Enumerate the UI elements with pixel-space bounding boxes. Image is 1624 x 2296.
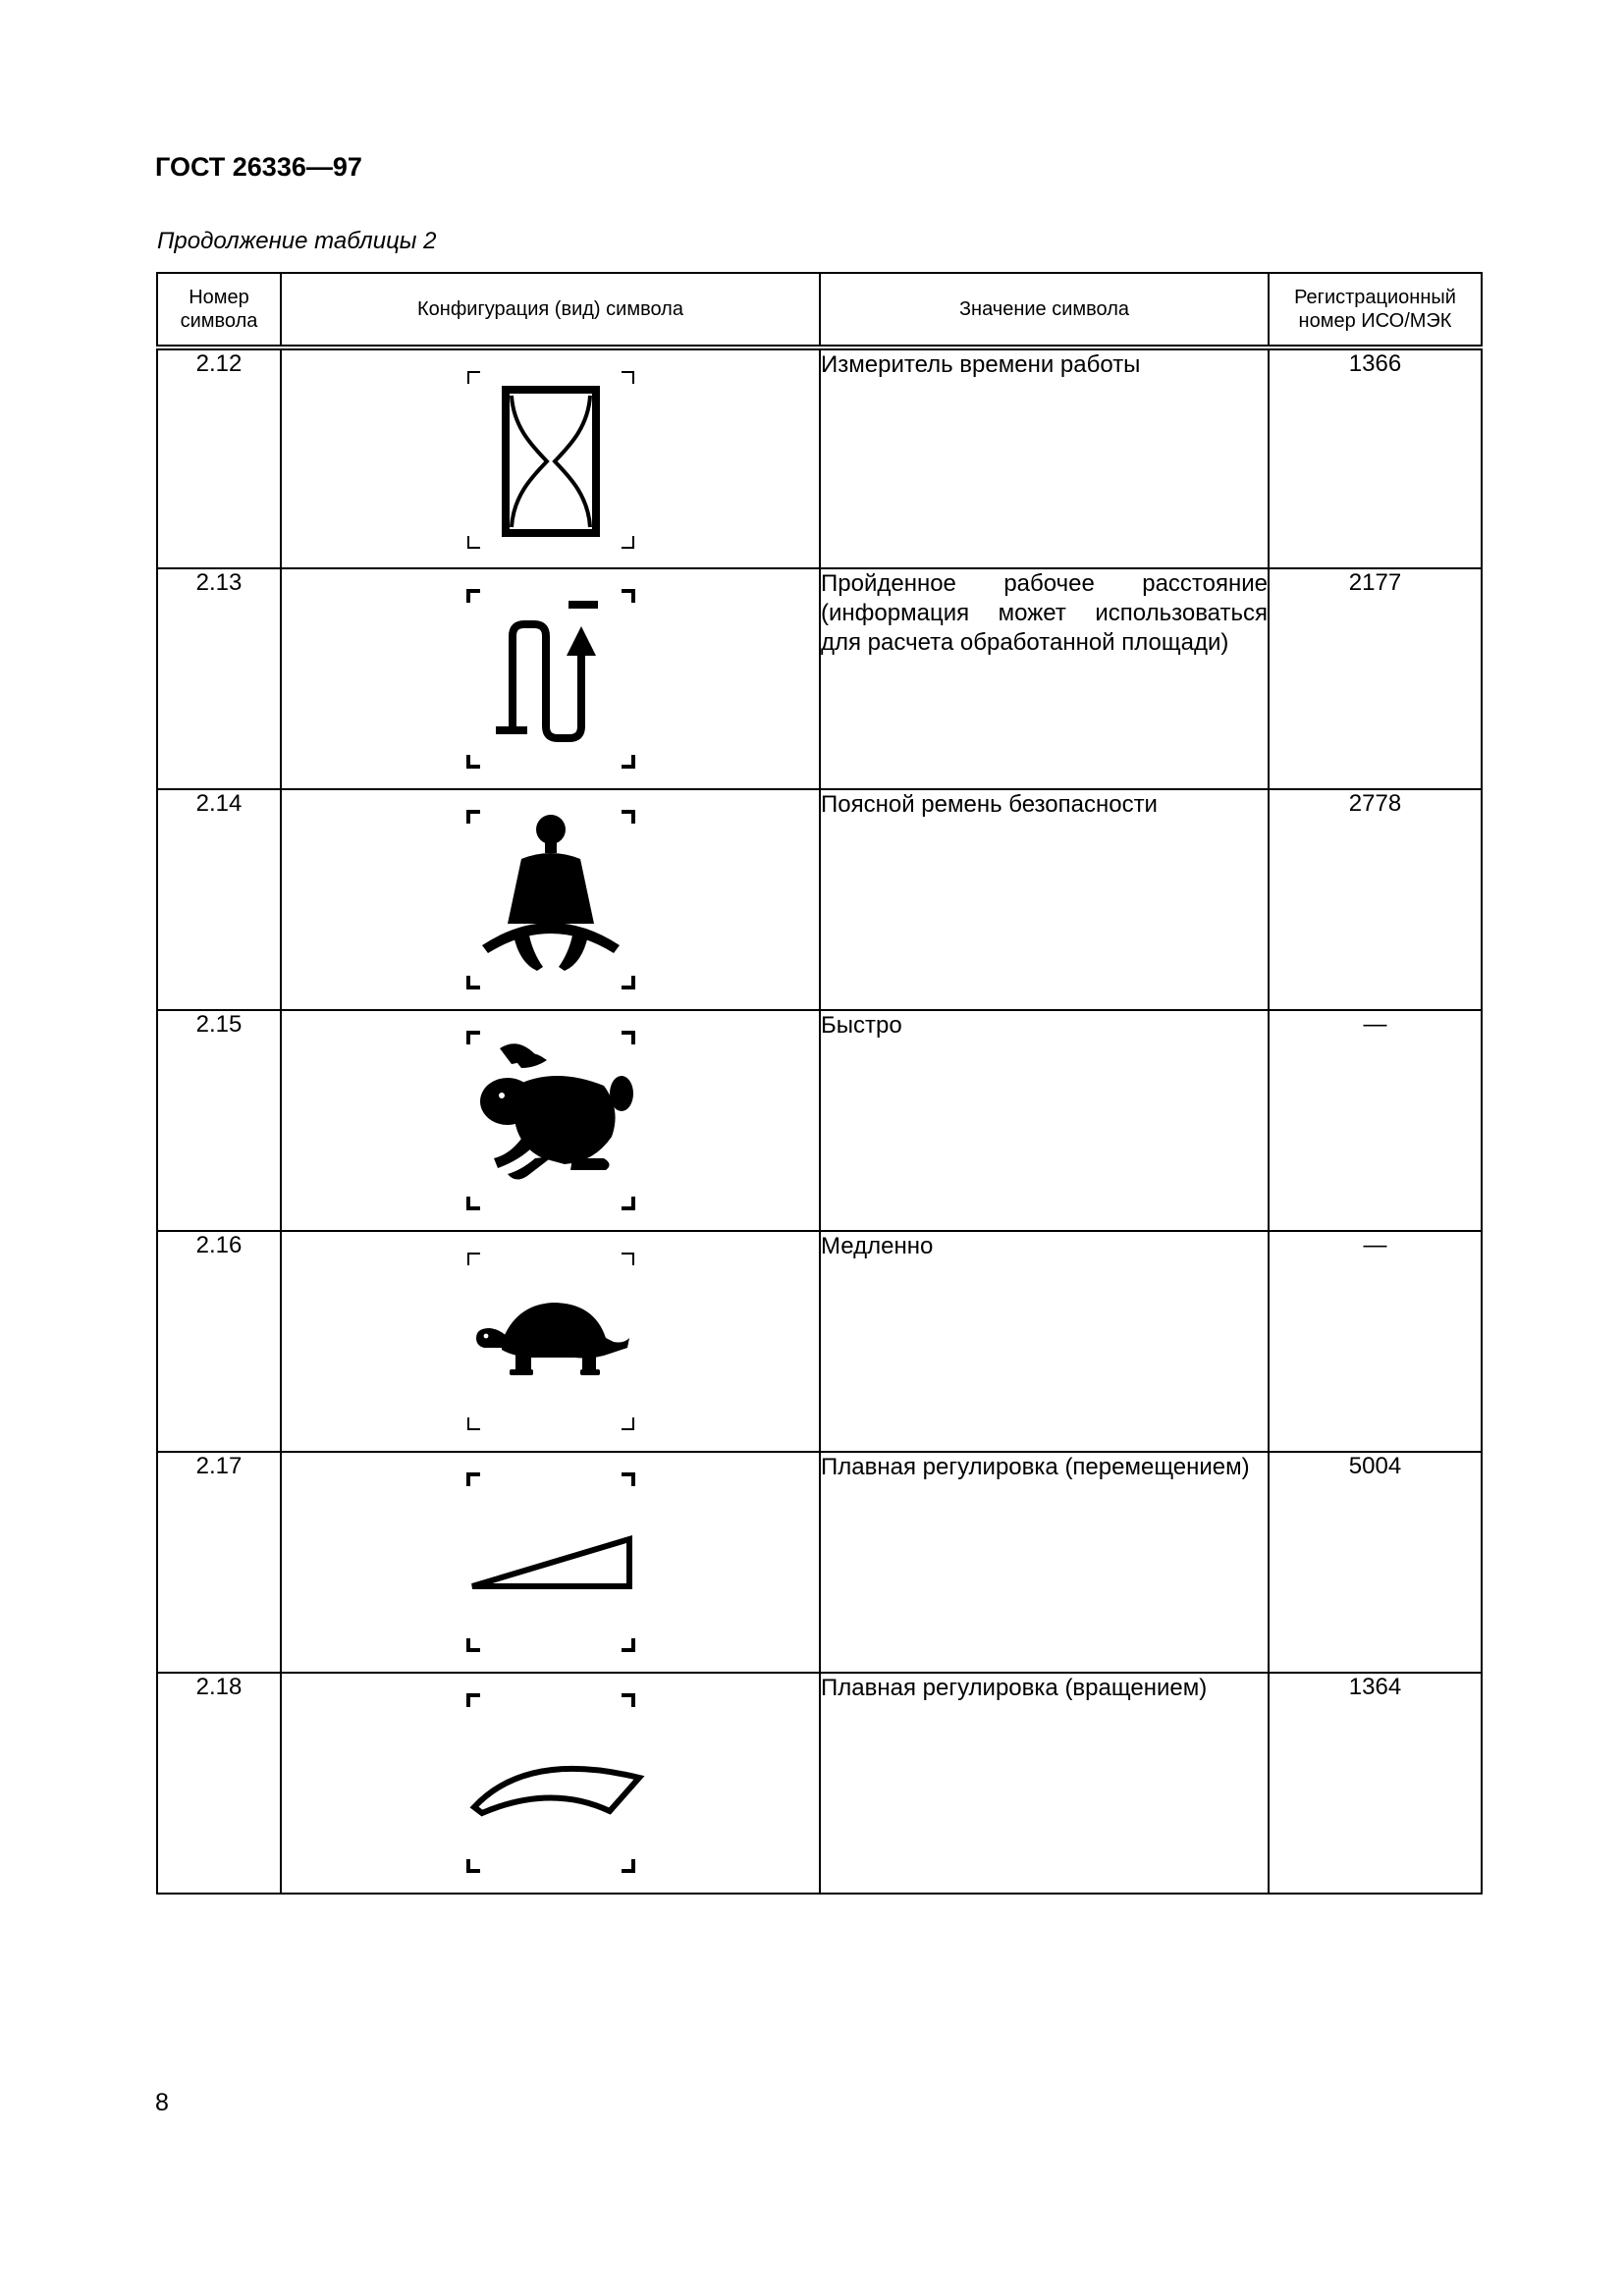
rotary-adjustment-arc-icon	[457, 1674, 645, 1895]
registration-number: —	[1269, 1231, 1482, 1452]
table-row	[157, 1231, 1482, 1452]
symbol-figure-cell	[281, 347, 820, 568]
table-row	[157, 789, 1482, 1010]
registration-number: 2778	[1269, 789, 1482, 1010]
column-header-meaning: Значение символа	[820, 273, 1269, 347]
distance-travelled-icon	[457, 569, 645, 790]
table-caption: Продолжение таблицы 2	[157, 228, 437, 254]
symbol-number: 2.12	[157, 347, 281, 568]
lap-seat-belt-icon	[457, 790, 645, 1011]
document-code: ГОСТ 26336—97	[155, 152, 362, 182]
symbol-number: 2.18	[157, 1673, 281, 1894]
symbol-number: 2.13	[157, 568, 281, 789]
rabbit-fast-icon	[457, 1011, 645, 1232]
table-row	[157, 1452, 1482, 1673]
symbol-meaning: Поясной ремень безопасности	[820, 789, 1269, 1010]
table-row	[157, 1673, 1482, 1894]
linear-adjustment-wedge-icon	[457, 1453, 645, 1674]
registration-number: —	[1269, 1010, 1482, 1231]
symbol-figure-cell	[281, 1010, 820, 1231]
symbol-number: 2.14	[157, 789, 281, 1010]
symbol-figure-cell	[281, 568, 820, 789]
symbol-meaning: Плавная регулировка (вращением)	[820, 1673, 1269, 1894]
column-header-registration: Регистрационный номер ИСО/МЭК	[1269, 273, 1482, 347]
page-number: 8	[155, 2089, 169, 2116]
table-row	[157, 347, 1482, 568]
symbol-number: 2.17	[157, 1452, 281, 1673]
symbol-figure-cell	[281, 1231, 820, 1452]
table-row	[157, 1010, 1482, 1231]
symbol-meaning: Быстро	[820, 1010, 1269, 1231]
symbol-number: 2.15	[157, 1010, 281, 1231]
symbol-figure-cell	[281, 789, 820, 1010]
symbol-figure-cell	[281, 1452, 820, 1673]
hourglass-icon	[457, 350, 645, 571]
registration-number: 2177	[1269, 568, 1482, 789]
column-header-configuration: Конфигурация (вид) символа	[281, 273, 820, 347]
registration-number: 5004	[1269, 1452, 1482, 1673]
registration-number: 1366	[1269, 347, 1482, 568]
symbols-table	[156, 272, 1483, 1895]
symbol-figure-cell	[281, 1673, 820, 1894]
table-header-row	[157, 273, 1482, 347]
registration-number: 1364	[1269, 1673, 1482, 1894]
symbol-meaning: Плавная регулировка (перемещением)	[820, 1452, 1269, 1673]
turtle-slow-icon	[457, 1232, 645, 1453]
table-row	[157, 568, 1482, 789]
symbol-meaning: Медленно	[820, 1231, 1269, 1452]
symbol-meaning: Пройденное рабочее расстояние (информация может использоваться для расчета обработанной площади)	[820, 568, 1269, 789]
symbol-meaning: Измеритель времени работы	[820, 347, 1269, 568]
symbol-number: 2.16	[157, 1231, 281, 1452]
column-header-number: Номер символа	[157, 273, 281, 347]
